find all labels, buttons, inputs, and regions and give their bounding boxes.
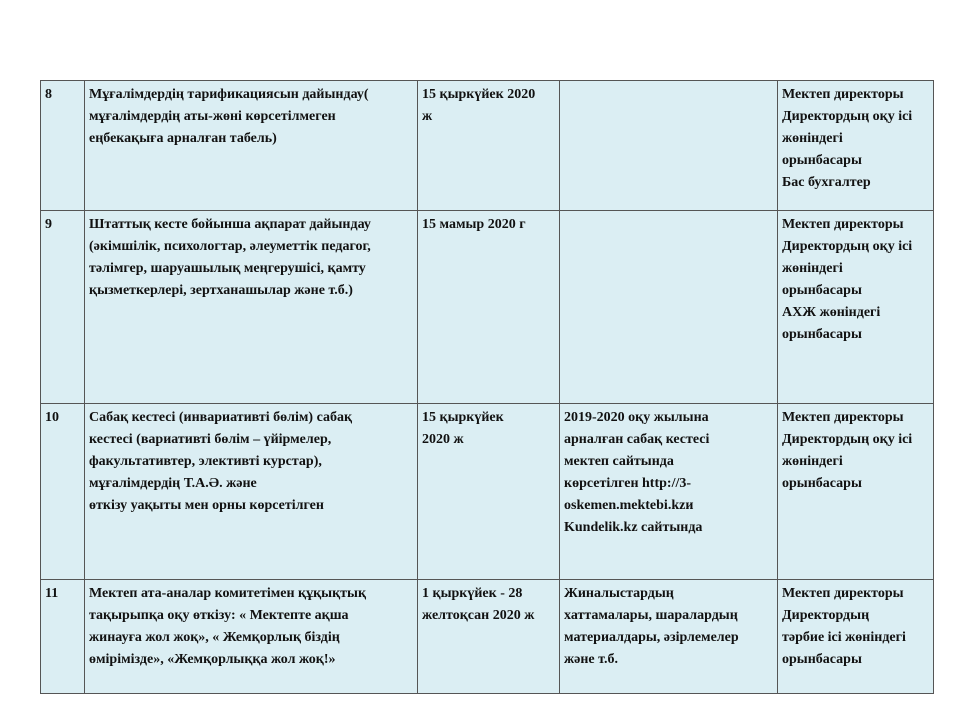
task-cell: Штаттық кесте бойынша ақпарат дайындау (әкімшілік, психологтар, әлеуметтік педагог, тәлімгер, шаруашылық меңгерушісі, қамту қызметкерлері, зертханашылар және т.б.) [85,211,418,404]
deadline-cell: 15 мамыр 2020 г [418,211,560,404]
table-row [41,81,934,211]
responsible-cell: Мектеп директоры Директордың оқу ісі жөніндегі орынбасары [778,404,934,580]
deadline-cell: 1 қыркүйек - 28 желтоқсан 2020 ж [418,580,560,694]
responsible-cell: Мектеп директоры Директордың тәрбие ісі жөніндегі орынбасары [778,580,934,694]
table-row [41,580,934,694]
responsible-cell: Мектеп директоры Директордың оқу ісі жөніндегі орынбасары Бас бухгалтер [778,81,934,211]
result-cell [560,211,778,404]
table-row [41,211,934,404]
deadline-cell: 15 қыркүйек 2020 ж [418,81,560,211]
task-cell: Мектеп ата-аналар комитетімен құқықтық тақырыпқа оқу өткізу: « Мектепте ақша жинауға жол жоқ», « Жемқорлық біздің өмірімізде», «Жемқорлыққа жол жоқ!» [85,580,418,694]
row-number: 11 [41,580,85,694]
plan-table [40,80,934,694]
row-number: 8 [41,81,85,211]
table-row [41,404,934,580]
result-cell: Жиналыстардың хаттамалары, шаралардың материалдары, әзірлемелер және т.б. [560,580,778,694]
result-cell [560,81,778,211]
result-cell: 2019-2020 оқу жылына арналған сабақ кестесі мектеп сайтында көрсетілген http://3- oskemen.mektebi.kzи Kundelik.kz сайтында [560,404,778,580]
deadline-cell: 15 қыркүйек 2020 ж [418,404,560,580]
row-number: 9 [41,211,85,404]
task-cell: Мұғалімдердің тарификациясын дайындау( мұғалімдердің аты-жөні көрсетілмеген еңбекақыға арналған табель) [85,81,418,211]
responsible-cell: Мектеп директоры Директордың оқу ісі жөніндегі орынбасары АХЖ жөніндегі орынбасары [778,211,934,404]
row-number: 10 [41,404,85,580]
task-cell: Сабақ кестесі (инвариативті бөлім) сабақ кестесі (вариативті бөлім – үйірмелер, факультативтер, элективті курстар), мұғалімдердің Т.А.Ә. және өткізу уақыты мен орны көрсетілген [85,404,418,580]
